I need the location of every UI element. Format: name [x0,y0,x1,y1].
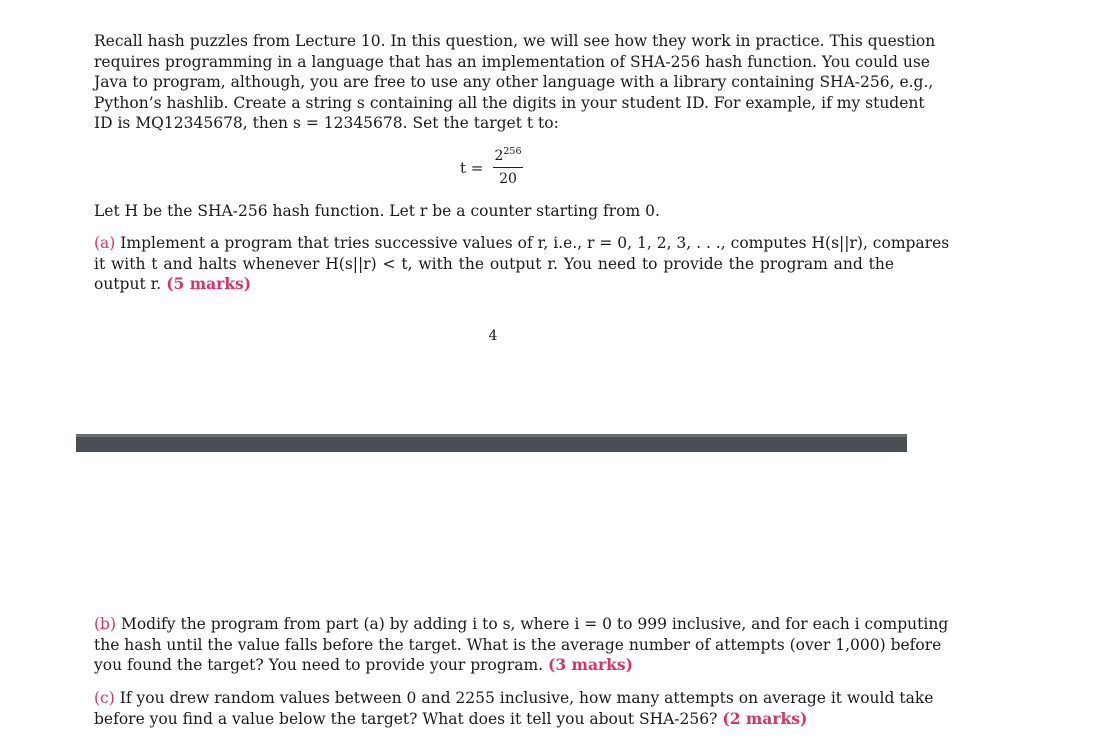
part-b-line: you found the target? You need to provide your program. [94,656,544,674]
page-divider-bar [76,434,907,452]
formula-exponent: 256 [503,146,522,157]
part-b-line: the hash until the value falls before the target. What is the average number of attempts (over 1,000) before [94,635,942,654]
intro-line: Recall hash puzzles from Lecture 10. In this question, we will see how they work in practice. This question [94,32,936,50]
intro-line: Java to program, although, you are free to use any other language with a library containing SHA-256, e.g., [94,73,934,91]
formula-fraction [493,147,523,187]
part-a [94,233,950,295]
part-c-line: If you drew random values between 0 and 2255 inclusive, how many attempts on average it would take [119,689,934,707]
part-b-label: (b) [94,615,117,633]
page-number: 4 [488,328,498,344]
formula-denominator: 20 [499,171,517,187]
part-a-label: (a) [94,234,116,252]
formula-lhs: t = [460,159,484,177]
intro-line: requires programming in a language that has an implementation of SHA-256 hash function. You could use [94,52,930,71]
part-b [94,614,949,676]
part-b-line: Modify the program from part (a) by adding i to s, where i = 0 to 999 inclusive, and for each i computing [120,615,949,633]
part-a-line: Implement a program that tries successive values of r, i.e., r = 0, 1, 2, 3, . . ., computes H(s||r), compares [120,234,950,252]
let-h-line: Let H be the SHA-256 hash function. Let r be a counter starting from 0. [94,202,660,220]
formula-numerator: $2^{256}$ [494,146,522,164]
part-c-label: (c) [94,689,115,707]
part-a-marks: (5 marks) [166,274,252,293]
part-c-marks: (2 marks) [722,708,808,728]
part-b-marks: (3 marks) [548,655,633,674]
fraction-bar [493,167,523,168]
part-a-line: output r. [94,275,162,293]
intro-line: Python’s hashlib. Create a string s containing all the digits in your student ID. For example, if my student [94,93,925,112]
intro-line: ID is MQ12345678, then s = 12345678. Set the target t to: [94,114,559,132]
part-c [94,688,934,729]
intro-paragraph [94,31,936,134]
part-a-line: it with t and halts whenever H(s||r) < t, with the output r. You need to provide the program and the [94,254,894,273]
part-c-line: before you find a value below the target? What does it tell you about SHA-256? [94,709,718,728]
